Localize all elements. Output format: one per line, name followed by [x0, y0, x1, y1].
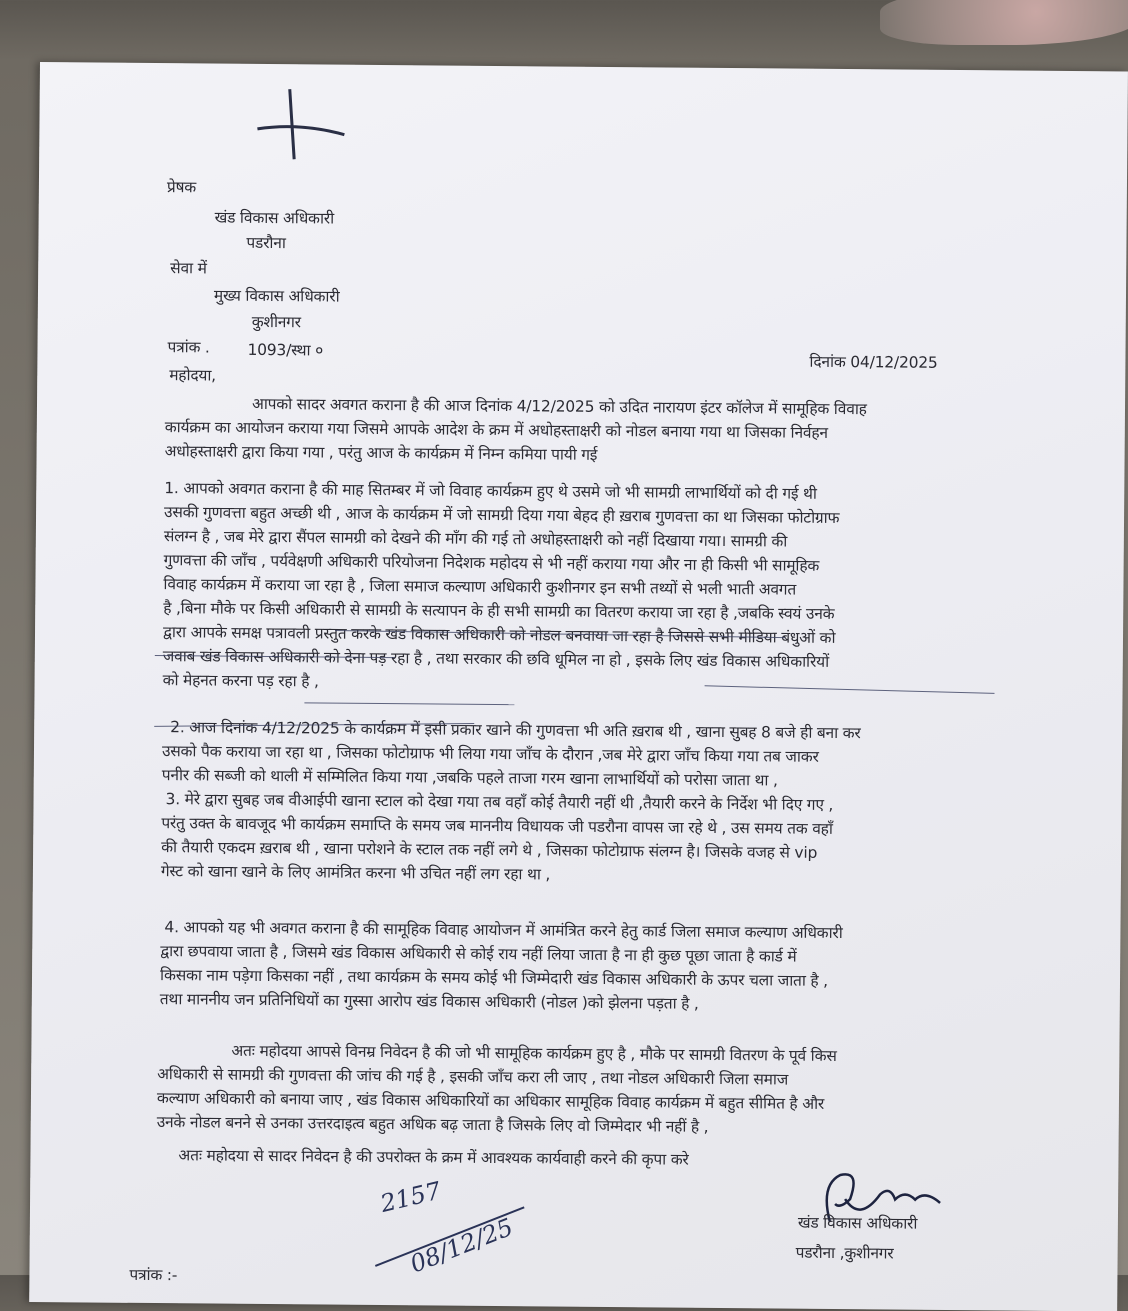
footer-letter-number-label: पत्रांक :- [129, 1265, 178, 1285]
body-line-point4: द्वारा छपवाया जाता है , जिसमे खंड विकास अधिकारी से कोई राय नहीं लिया जाता है ना ही कुछ पूछा जाता है कार्ड में [160, 942, 797, 966]
letter-number-label: पत्रांक . [167, 338, 210, 357]
body-line-point3: परंतु उक्त के बावजूद भी कार्यक्रम समाप्ति के समय जब माननीय विधायक जी पडरौना वापस जा रहे थे , उस समय तक वहाँ [161, 814, 833, 838]
recipient-title: मुख्य विकास अधिकारी [213, 286, 340, 306]
handwritten-number: 2157 [377, 1176, 444, 1219]
body-line-request: अतः महोदया आपसे विनम्र निवेदन है की जो भी सामूहिक कार्यक्रम हुए है , मौके पर सामग्री वितरण के पूर्व किस [231, 1041, 837, 1065]
signatory-place: पडरौना ,कुशीनगर [795, 1243, 894, 1263]
body-line-point1: उसकी गुणवत्ता बहुत अच्छी थी , आज के कार्यक्रम में जो सामग्री दिया गया बेहद ही ख़राब गुणवत्ता का था जिसका फोटोग्राफ [163, 503, 840, 527]
handwritten-date: 08/12/25 [406, 1212, 517, 1279]
letter-number: 1093/स्था ० [247, 340, 324, 360]
body-line-point3: की तैयारी एकदम ख़राब थी , खाना परोशने के स्टाल तक नहीं लगे थे , जिसका फोटोग्राफ संलग्न है। जिसके वजह से vip [161, 838, 818, 862]
body-line-intro: आपको सादर अवगत कराना है की आज दिनांक 4/12/2025 को उदित नारायण इंटर कॉलेज में सामूहिक विवाह [251, 394, 867, 419]
underline-mark [304, 702, 514, 705]
body-line-point2: पनीर की सब्जी को थाली में सम्मिलित किया गया ,जबकि पहले ताजा गरम खाना लाभार्थियों को परोसा जाता था , [161, 766, 778, 790]
body-line-point1: जवाब खंड विकास अधिकारी को देना पड़ रहा है , तथा सरकार की छवि धूमिल ना हो , इसके लिए खंड विकास अधिकारियों [162, 647, 830, 671]
body-line-point1: संलग्न है , जब मेरे द्वारा सैंपल सामग्री को देखने की माँग की गई तो अधोहस्ताक्षरी को नहीं दिखाया गया। सामग्री की [163, 527, 788, 551]
signatory-title: खंड विकास अधिकारी [797, 1213, 918, 1233]
body-line-point1: द्वारा आपके समक्ष पत्रावली प्रस्तुत करके खंड विकास अधिकारी को नोडल बनवाया जा रहा है जिससे सभी मीडिया बंधुओं को [162, 623, 836, 647]
body-line-point1: विवाह कार्यक्रम में कराया जा रहा है , जिला समाज कल्याण अधिकारी कुशीनगर इन सभी तथ्यों से भली भाती अवगत [163, 575, 797, 599]
recipient-place: कुशीनगर [251, 312, 301, 332]
body-line-point2: उसको पैक कराया जा रहा था , जिसका फोटोग्राफ भी लिया गया जाँच के दौरान ,जब मेरे द्वारा जाँच किया गया तब जाकर [161, 742, 819, 766]
sender-place: पडरौना [246, 233, 286, 253]
body-line-request: अधिकारी से सामग्री की गुणवत्ता की जांच की गई है , इसकी जाँच करा ली जाए , तथा नोडल अधिकारी जिला समाज [157, 1065, 789, 1089]
background-cloth [880, 0, 1128, 45]
body-line-request: उनके नोडल बनने से उनका उत्तरदाइत्व बहुत अधिक बढ़ जाता है जिसके लिए वो जिम्मेदार भी नहीं है , [156, 1113, 709, 1136]
body-line-point1: को मेहनत करना पड़ रहा है , [162, 671, 319, 691]
underline-mark [705, 685, 995, 694]
body-line-point1: है ,बिना मौके पर किसी अधिकारी से सामग्री के सत्यापन के ही सभी सामग्री का वितरण कराया जा रहा है ,जबकि स्वयं उनके [163, 599, 835, 623]
body-line-point4: तथा माननीय जन प्रतिनिधियों का गुस्सा आरोप खंड विकास अधिकारी (नोडल )को झेलना पड़ता है , [159, 990, 699, 1013]
sender-title: खंड विकास अधिकारी [214, 208, 335, 228]
body-line-point1: गुणवत्ता की जाँच , पर्यवेक्षणी अधिकारी परियोजना निदेशक महोदय से भी नहीं कराया गया और ना ही किसी भी सामूहिक [163, 551, 820, 575]
sender-label: प्रेषक [166, 178, 197, 197]
body-line-point4: किसका नाम पड़ेगा किसका नहीं , तथा कार्यक्रम के समय कोई भी जिम्मेदारी खंड विकास अधिकारी के ऊपर चला जाता है , [159, 966, 828, 990]
body-line-point1: 1. आपको अवगत कराना है की माह सितम्बर में जो विवाह कार्यक्रम हुए थे उसमे जो भी सामग्री लाभार्थियों को दी गई थी [164, 479, 817, 503]
letter-date: दिनांक 04/12/2025 [809, 352, 938, 372]
recipient-label: सेवा में [170, 259, 207, 278]
handwritten-cross-mark [249, 84, 350, 165]
body-line-intro: कार्यक्रम का आयोजन कराया गया जिसमे आपके आदेश के क्रम में अधोहस्ताक्षरी को नोडल बनाया गया था जिसका निर्वहन [164, 418, 828, 442]
body-line-point3: 3. मेरे द्वारा सुबह जब वीआईपी खाना स्टाल को देखा गया तब वहाँ कोई तैयारी नहीं थी ,तैयारी करने के निर्देश भी दिए गए , [165, 790, 834, 814]
closing-line: अतः महोदया से सादर निवेदन है की उपरोक्त के क्रम में आवश्यक कार्यवाही करने की कृपा करे [178, 1146, 689, 1169]
letter-page [29, 62, 1128, 1311]
body-line-point4: 4. आपको यह भी अवगत कराना है की सामूहिक विवाह आयोजन में आमंत्रित करने हेतु कार्ड जिला समाज कल्याण अधिकारी [164, 918, 843, 943]
salutation: महोदया, [169, 366, 217, 385]
body-line-intro: अधोहस्ताक्षरी द्वारा किया गया , परंतु आज के कार्यक्रम में निम्न कमिया पायी गई [164, 442, 598, 464]
body-line-point2: 2. आज दिनांक 4/12/2025 के कार्यक्रम में इसी प्रकार खाने की गुणवत्ता भी अति ख़राब थी , खाना सुबह 8 बजे ही बना कर [170, 718, 861, 743]
body-line-point3: गेस्ट को खाना खाने के लिए आमंत्रित करना भी उचित नहीं लग रहा था , [160, 862, 551, 884]
body-line-request: कल्याण अधिकारी को बनाया जाए , खंड विकास अधिकारियों का अधिकार सामूहिक विवाह कार्यक्रम में बहुत सीमित है और [156, 1089, 825, 1113]
